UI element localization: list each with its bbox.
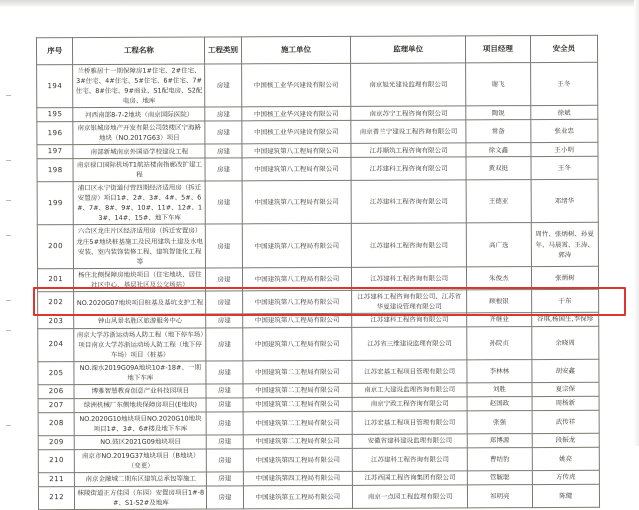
column-header-2: 工程类别 [205, 37, 242, 64]
cell-199-safety: 邓绪华 [531, 179, 599, 223]
scan-artifact-tick-2 [6, 200, 11, 201]
cell-203-supervisor: 江苏建科工程咨询有限公司 [352, 313, 467, 327]
cell-194-manager: 谢飞 [466, 63, 531, 107]
cell-210-supervisor: 江苏建科工程咨询有限公司 [352, 448, 467, 472]
cell-204-supervisor: 江苏省三维建设监理有限公司 [352, 327, 467, 361]
cell-206-no: 206 [38, 385, 75, 399]
cell-199-no: 199 [37, 182, 74, 225]
cell-194-contractor: 中国核工业华兴建设有限公司 [241, 63, 351, 107]
cell-200-name: 六合区龙庄片区经济适用房（拆迁安置房）龙庄5#地块桩基施工及民用建筑土建及水电安装、室内装饰装修工程、建筑智能化工程等 [74, 224, 206, 268]
cell-199-category: 房建 [205, 181, 242, 224]
cell-212-safety: 陈健 [532, 484, 599, 507]
cell-211-category: 房建 [207, 472, 244, 486]
cell-207-safety: 周杨新 [532, 396, 599, 410]
cell-198-no: 198 [37, 159, 74, 182]
cell-194-name: 兰桥雅居十一期保障房1#住宅、2#住宅、3#住宅、4#住宅、5#住宅、6#住宅、7#住宅、8#住宅、9#商业、S1配电房、S2配电房、地库 [73, 64, 205, 108]
cell-207-manager: 赵国政 [467, 397, 532, 411]
cell-208-manager: 张强 [467, 410, 532, 433]
cell-205-contractor: 中国建筑第二工程局有限公司 [243, 360, 352, 384]
cell-199-contractor: 中国建筑第八工程局有限公司 [242, 181, 352, 225]
cell-197-name: 南部新城南京外国语学校建设工程 [73, 144, 205, 158]
cell-196-contractor: 中国核工业华兴建设有限公司 [242, 120, 351, 144]
scan-artifact-tick-0 [6, 95, 11, 96]
cell-198-category: 房建 [205, 158, 242, 181]
cell-199-manager: 王德亚 [466, 180, 531, 224]
cell-197-category: 房建 [205, 144, 242, 158]
table-row-199 [37, 179, 598, 225]
cell-201-category: 房建 [206, 268, 243, 291]
cell-200-no: 200 [37, 225, 74, 268]
table-row-200 [37, 223, 598, 269]
scan-right-shade [634, 0, 639, 446]
cell-196-category: 房建 [205, 121, 242, 144]
cell-212-manager: 祁明亮 [468, 484, 533, 507]
cell-212-supervisor: 南京一点园工程监理有限公司 [353, 485, 468, 509]
cell-202-safety: 于东 [531, 289, 598, 312]
cell-201-safety: 张炳树 [531, 266, 598, 289]
cell-212-category: 房建 [207, 486, 244, 509]
scan-artifact-tick-1 [6, 160, 11, 161]
cell-199-name: 浦口区永宁街道付营四期经济适用房（拆迁安置房）项目1#、2#、3#、4#、5#、6#、7#、8#、9#、10#、11#、12#、13#、14#、15#、地下车库 [74, 181, 206, 225]
cell-209-safety: 段振龙 [532, 433, 599, 447]
cell-205-supervisor: 江苏宏基工程项目管理有限公司 [352, 360, 467, 384]
cell-206-name: 博雅智慧教育创意产业科技园项目 [74, 384, 206, 398]
cell-208-name: NO.2020G10地块项目NO.2020G10地块项目1#、3#、6#楼及地下车库 [75, 412, 207, 436]
cell-211-contractor: 中国建筑第四工程局有限公司 [243, 471, 352, 485]
cell-204-contractor: 中国建筑第八工程局有限公司 [242, 327, 352, 361]
cell-206-contractor: 中国建筑第二工程局有限公司 [243, 383, 352, 397]
cell-209-no: 209 [38, 435, 75, 449]
cell-210-no: 210 [38, 449, 75, 472]
cell-195-name: 河西南部8-7-2地块（南京国际医院） [73, 107, 205, 121]
cell-197-manager: 徐文鑫 [466, 143, 531, 157]
cell-212-name: 秣陵街道正方佳园（东园）安置房项目1#-8#、S1-S2#及地库 [75, 486, 207, 510]
cell-194-category: 房建 [205, 64, 242, 107]
column-header-6: 安全员 [530, 35, 597, 62]
cell-209-manager: 郑博源 [467, 433, 532, 447]
cell-201-manager: 朱俊杰 [467, 266, 532, 289]
column-header-5: 项目经理 [466, 36, 531, 63]
cell-201-supervisor: 江苏建科工程咨询有限公司 [352, 267, 467, 291]
cell-205-safety: 胡安鑫 [532, 359, 599, 382]
cell-196-manager: 常备 [466, 120, 531, 143]
cell-195-manager: 陶锐 [466, 106, 531, 120]
cell-194-safety: 王冬 [530, 62, 598, 106]
cell-200-supervisor: 江苏建科工程咨询有限公司 [351, 223, 466, 267]
cell-208-contractor: 中国建筑第二工程局有限公司 [243, 411, 352, 435]
cell-209-supervisor: 安徽省建科建设监理有限公司 [352, 434, 467, 448]
cell-204-safety: 余晓周 [531, 326, 599, 359]
cell-203-no: 203 [38, 315, 75, 329]
cell-207-no: 207 [38, 399, 75, 413]
cell-199-supervisor: 江苏建科工程咨询有限公司 [351, 180, 466, 224]
cell-205-category: 房建 [206, 361, 243, 384]
table-header-row [36, 35, 597, 64]
table-row-198 [37, 156, 598, 182]
cell-206-safety: 夏宗保 [532, 382, 599, 396]
cell-209-contractor: 中国建筑第二工程局有限公司 [243, 434, 352, 448]
cell-198-safety: 王冬 [531, 156, 598, 179]
cell-208-category: 房建 [206, 412, 243, 435]
table-row-205 [38, 359, 599, 385]
table-row-201 [37, 266, 598, 292]
cell-207-supervisor: 南京宁政工程咨询有限公司 [352, 397, 467, 411]
cell-206-manager: 刘胜 [467, 383, 532, 397]
cell-194-supervisor: 南京旭光建设监理有限公司 [351, 63, 466, 107]
cell-203-contractor: 中国建筑第八工程局有限公司 [242, 313, 351, 327]
table-body [37, 62, 600, 509]
column-header-1: 工程名称 [73, 37, 205, 65]
cell-196-no: 196 [37, 122, 74, 145]
cell-200-safety: 周竹、张炳树、孙夏年、马晨霄、王涛、郭涛 [531, 223, 599, 267]
cell-202-contractor: 中国建筑第八工程局有限公司 [242, 290, 351, 314]
cell-198-name: 南京禄口国际机场T1航站楼南指廊改扩建工程 [73, 158, 205, 182]
cell-210-name: 南京市NO.2019G37地块项目（B地块）（变更） [75, 449, 207, 473]
cell-203-manager: 齐继业 [467, 313, 532, 327]
cell-205-no: 205 [38, 362, 75, 385]
cell-201-no: 201 [37, 268, 74, 291]
table-row-194 [37, 62, 598, 108]
cell-204-manager: 孙院贞 [467, 326, 532, 359]
cell-210-category: 房建 [207, 449, 244, 472]
cell-200-category: 房建 [206, 224, 243, 267]
cell-212-contractor: 中国建筑第五工程局有限公司 [243, 485, 352, 509]
cell-200-contractor: 中国建筑第八工程局有限公司 [242, 224, 352, 268]
cell-198-contractor: 中国建筑第八工程局有限公司 [242, 157, 351, 181]
cell-198-supervisor: 江苏建科工程咨询有限公司 [351, 157, 466, 181]
cell-206-supervisor: 南京工大建设监理咨询有限公司 [352, 383, 467, 397]
cell-196-safety: 张业忠 [530, 119, 597, 142]
cell-197-no: 197 [37, 145, 74, 159]
scan-artifact-tick-6 [6, 425, 11, 426]
cell-202-manager: 顾根银 [467, 289, 532, 312]
cell-209-name: NO.鼓区2021G09地块项目 [75, 435, 207, 449]
table-row-202 [38, 289, 599, 315]
cell-196-supervisor: 南京普兰宁建设工程咨询有限公司 [351, 120, 466, 144]
table-row-210 [38, 447, 599, 473]
cell-211-supervisor: 江苏西国工程咨询集团有限公司 [352, 471, 467, 485]
cell-208-no: 208 [38, 412, 75, 435]
cell-205-manager: 李林林 [467, 360, 532, 383]
cell-205-name: NO.溧水2019G09A地块10#-18#、一期地下车库 [74, 361, 206, 385]
cell-196-name: 南京银城房地产开发有限公司鼓楼区宁海路地块（NO.2017G63）项目 [73, 121, 205, 145]
cell-203-name: 钟山风景名胜区旅游服务中心 [74, 314, 206, 328]
cell-197-contractor: 中国建筑第八工程局有限公司 [242, 144, 351, 158]
scan-top-edge [0, 0, 639, 7]
cell-204-no: 204 [38, 328, 75, 361]
cell-195-category: 房建 [205, 107, 242, 121]
cell-208-safety: 武传祥 [532, 410, 599, 433]
cell-207-name: 绿洲机械厂东侧地块保障房项目(E地块) [75, 398, 207, 412]
cell-210-safety: 姚亮 [532, 447, 599, 470]
cell-208-supervisor: 江苏宏基工程项目管理有限公司 [352, 411, 467, 435]
cell-211-manager: 管毓聪 [467, 470, 532, 484]
cell-200-manager: 高广选 [466, 223, 531, 267]
scan-artifact-tick-4 [6, 300, 11, 301]
scan-artifact-tick-5 [6, 330, 11, 331]
column-header-4: 监理单位 [351, 36, 466, 64]
cell-197-supervisor: 江苏顺筑工程咨询有限公司 [351, 143, 466, 157]
cell-202-no: 202 [38, 291, 75, 314]
cell-211-name: 南京金融城二期东区建筑总承包等施工 [75, 472, 207, 486]
cell-207-contractor: 中国建筑第二工程局有限公司 [243, 397, 352, 411]
cell-211-no: 211 [38, 472, 75, 486]
table-row-196 [37, 119, 598, 145]
cell-195-contractor: 中国核工业华兴建设有限公司 [242, 107, 351, 121]
cell-194-no: 194 [37, 65, 74, 108]
cell-201-contractor: 中国建筑第八工程局有限公司 [242, 267, 351, 291]
cell-209-category: 房建 [206, 435, 243, 449]
table-row-204 [38, 326, 599, 362]
cell-203-category: 房建 [206, 314, 243, 328]
cell-211-safety: 方传虎 [532, 470, 599, 484]
cell-198-manager: 黄双挺 [466, 157, 531, 180]
projects-table [36, 35, 600, 510]
cell-204-name: 南京大学苏浙运动场人防工程（地下停车场）项目南京大学苏浙运动场人防工程（地下停车场）项目（桩基） [74, 328, 206, 362]
cell-202-name: NO.2020G07地块项目桩基及基坑支护工程 [74, 291, 206, 315]
cell-202-supervisor: 江苏建科工程咨询有限公司、江苏省华夏建设管理有限公司 [352, 290, 467, 314]
column-header-3: 施工单位 [241, 36, 351, 63]
cell-202-category: 房建 [206, 291, 243, 314]
table-row-212 [38, 484, 599, 510]
cell-197-safety: 王小明 [531, 142, 598, 156]
cell-207-category: 房建 [206, 398, 243, 412]
scan-artifact-tick-3 [6, 235, 11, 236]
column-header-0: 序号 [36, 38, 73, 65]
cell-204-category: 房建 [206, 328, 243, 361]
cell-206-category: 房建 [206, 384, 243, 398]
cell-195-safety: 徐斌 [530, 106, 597, 120]
cell-195-no: 195 [37, 108, 74, 122]
cell-203-safety: 谷琪,杨国生,李保珍 [531, 312, 598, 326]
cell-212-no: 212 [38, 486, 75, 509]
cell-210-contractor: 中国建筑第四工程局有限公司 [243, 448, 352, 472]
cell-210-manager: 曹结豹 [467, 447, 532, 470]
cell-201-name: 杨庄北侧保障房地块项目（住宅地块、居住社区中心、基层社区及公交场站） [74, 268, 206, 292]
table-row-208 [38, 410, 599, 436]
cell-195-supervisor: 南京苏宁工程咨询有限公司 [351, 106, 466, 120]
